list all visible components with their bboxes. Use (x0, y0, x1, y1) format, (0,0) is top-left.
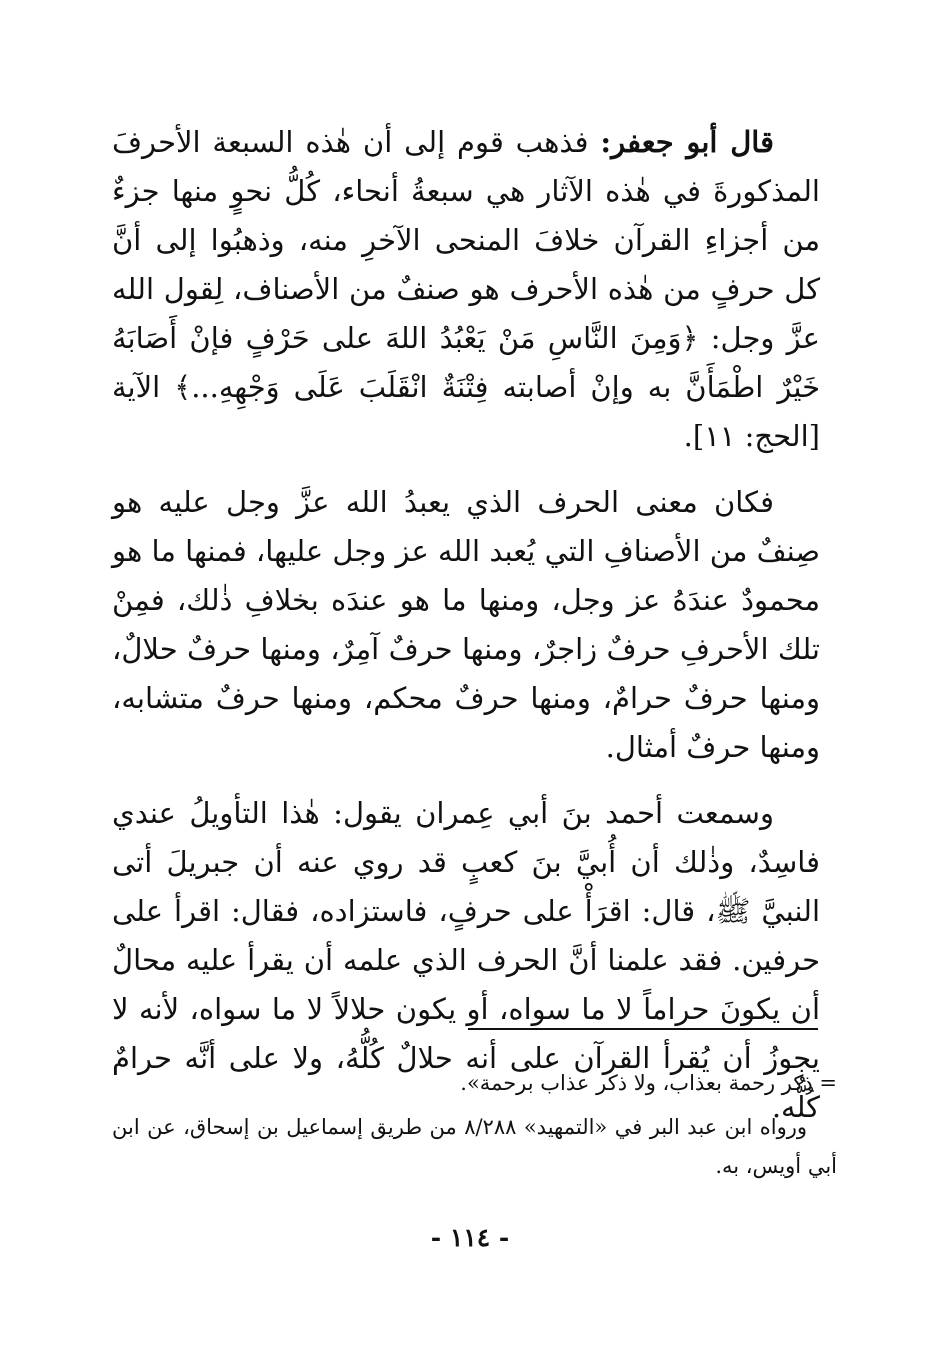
paragraph-1 (112, 118, 820, 461)
paragraph-text: فكان معنى الحرف الذي يعبدُ الله عزَّ وجل عليه هو صِنفٌ من الأصنافِ التي يُعبد الله عز وجل عليها، فمنها ما هو محمودٌ عندَهُ عز وجل، ومنها ما هو عندَه بخلافِ ذٰلك، فمِنْ تلك الأحرفِ حرفٌ زاجرٌ، ومنها حرفٌ آمِرٌ، ومنها حرفٌ حلالٌ، ومنها حرفٌ حرامٌ، ومنها حرفٌ محكم، ومنها حرفٌ متشابه، ومنها حرفٌ أمثال. (112, 485, 820, 764)
footnotes (112, 1064, 837, 1191)
main-text (112, 118, 820, 1149)
footnote-divider (468, 1028, 818, 1030)
page-number: - ١١٤ - (430, 1223, 510, 1252)
paragraph-text: فذهب قوم إلى أن هٰذه السبعة الأحرفَ المذكورةَ في هٰذه الآثار هي سبعةُ أنحاء، كُلُّ نحوٍ منها جزءٌ من أجزاءِ القرآن خلافَ المنحى الآخرِ منه، وذهبُوا إلى أنَّ كل حرفٍ من هٰذه الأحرف هو صنفٌ من الأصناف، لِقول الله عزَّ وجل: ﴿وَمِنَ النَّاسِ مَنْ يَعْبُدُ اللهَ على حَرْفٍ فإنْ أَصَابَهُ خَيْرٌ اطْمَأَنَّ به وإنْ أصابته فِتْنَةٌ انْقَلَبَ عَلَى وَجْهِهِ...﴾ الآية [الحج: ١١]. (112, 125, 820, 453)
footnote-note: ورواه ابن عبد البر في «التمهيد» ٨/٢٨٨ من طريق إسماعيل بن إسحاق، عن ابن أبي أويس، به. (112, 1115, 837, 1178)
footnote-continuation: = ذكر رحمة بعذاب، ولا ذكر عذاب برحمة». (460, 1071, 837, 1095)
paragraph-2 (112, 478, 820, 772)
paragraph-text: وسمعت أحمد بنَ أبي عِمران يقول: هٰذا التأويلُ عندي فاسِدٌ، وذٰلك أن أُبيَّ بنَ كعبٍ قد روي عنه أن جبريلَ أتى النبيَّ ﷺ، قال: اقرَأْ على حرفٍ، فاستزاده، فقال: اقرأ على حرفين. فقد علمنا أنَّ الحرف الذي علمه أن يقرأ عليه محالٌ أن يكونَ حراماً لا ما سواه، أو يكون حلالاً لا ما سواه، لأنه لا يجوزُ أن يُقرأ القرآن على أنه حلالٌ كُلُّهُ، ولا على أنَّه حرامٌ كُلُّه. (112, 796, 820, 1124)
paragraph-lead: قال أبو جعفر: (600, 125, 774, 159)
